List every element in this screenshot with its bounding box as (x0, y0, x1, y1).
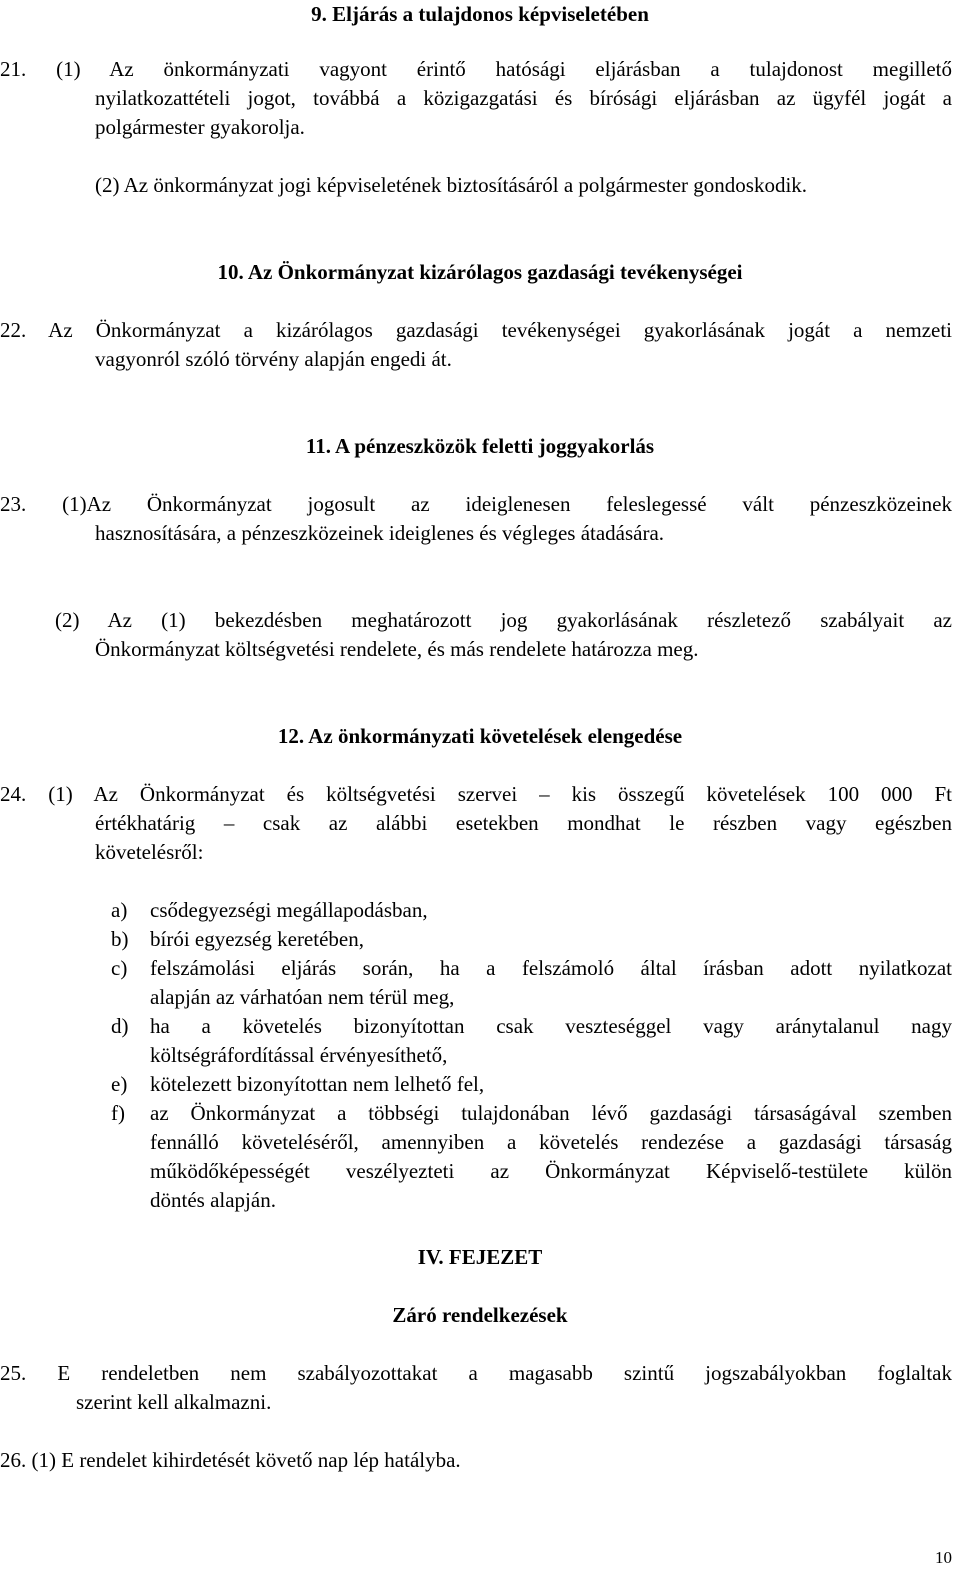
section-22-line-1: 22. Az Önkormányzat a kizárólagos gazdasági tevékenységei gyakorlásának jogát a nemzeti (0, 318, 952, 342)
section-25-line-1: 25. E rendeletben nem szabályozottakat a magasabb szintű jogszabályokban foglaltak (0, 1361, 952, 1385)
heading-section-10: 10. Az Önkormányzat kizárólagos gazdasági tevékenységei (217, 260, 743, 284)
list-item-text: felszámolási eljárás során, ha a felszámoló által írásban adott nyilatkozat (150, 956, 952, 980)
heading-section-9: 9. Eljárás a tulajdonos képviseletében (311, 2, 649, 26)
list-item-text: csődegyezségi megállapodásban, (150, 898, 428, 922)
section-21-line-1: 21. (1) Az önkormányzati vagyont érintő hatósági eljárásban a tulajdonost megillető (0, 57, 952, 81)
section-23-paragraph-2-line-2: Önkormányzat költségvetési rendelete, és más rendelete határozza meg. (95, 637, 699, 661)
section-23-paragraph-2-line-1: (2) Az (1) bekezdésben meghatározott jog gyakorlásának részletező szabályait az (55, 608, 952, 632)
section-21-line-3: polgármester gyakorolja. (95, 115, 305, 139)
heading-section-11: 11. A pénzeszközök feletti joggyakorlás (305, 434, 655, 458)
section-23-line-2: hasznosítására, a pénzeszközeinek ideiglenes és végleges átadására. (95, 521, 665, 545)
chapter-heading: IV. FEJEZET (417, 1245, 543, 1269)
section-26: 26. (1) E rendelet kihirdetését követő nap lép hatályba. (0, 1448, 461, 1472)
list-item-letter: e) (111, 1072, 128, 1096)
list-item-text: alapján az várhatóan nem térül meg, (150, 985, 455, 1009)
list-item-text: döntés alapján. (150, 1188, 276, 1212)
section-22-line-2: vagyonról szóló törvény alapján engedi át. (95, 347, 452, 371)
list-item-text: költségráfordítással érvényesíthető, (150, 1043, 448, 1067)
section-24-line-2: értékhatárig – csak az alábbi esetekben mondhat le részben vagy egészben (95, 811, 952, 835)
list-item-letter: a) (111, 898, 128, 922)
section-24-line-3: követelésről: (95, 840, 204, 864)
list-item-letter: d) (111, 1014, 129, 1038)
list-item-text: kötelezett bizonyítottan nem lelhető fel, (150, 1072, 485, 1096)
list-item-text: ha a követelés bizonyítottan csak veszteséggel vagy aránytalanul nagy (150, 1014, 952, 1038)
section-21-paragraph-2: (2) Az önkormányzat jogi képviseletének biztosításáról a polgármester gondoskodik. (95, 173, 808, 197)
section-24-line-1: 24. (1) Az Önkormányzat és költségvetési szervei – kis összegű követelések 100 000 Ft (0, 782, 952, 806)
section-21-line-2: nyilatkozattételi jogot, továbbá a közigazgatási és bírósági eljárásban az ügyfél jogát a (95, 86, 952, 110)
list-item-letter: f) (111, 1101, 125, 1125)
page-number: 10 (935, 1548, 952, 1567)
list-item-letter: c) (111, 956, 128, 980)
list-item-letter: b) (111, 927, 129, 951)
list-item-text: az Önkormányzat a többségi tulajdonában lévő gazdasági társaságával szemben (150, 1101, 952, 1125)
list-item-text: fennálló követeléséről, amennyiben a követelés rendezése a gazdasági társaság (150, 1130, 952, 1154)
list-item-text: működőképességét veszélyezteti az Önkormányzat Képviselő-testülete külön (150, 1159, 952, 1183)
section-23-line-1: 23. (1)Az Önkormányzat jogosult az ideiglenesen feleslegessé vált pénzeszközeinek (0, 492, 952, 516)
heading-section-12: 12. Az önkormányzati követelések elengedése (277, 724, 683, 748)
list-item-text: bírói egyezség keretében, (150, 927, 364, 951)
chapter-title: Záró rendelkezések (392, 1303, 568, 1327)
section-25-line-2: szerint kell alkalmazni. (76, 1390, 272, 1414)
